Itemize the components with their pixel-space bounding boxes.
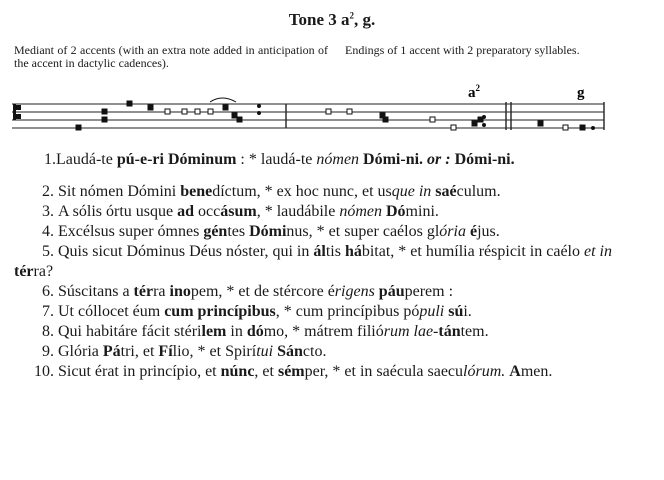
verse-text: é (469, 223, 478, 240)
mediant-note: Mediant of 2 accents (with an extra note added in anticipation of the accent in dactylic cadences). (14, 43, 328, 70)
note (208, 109, 213, 114)
staff-lines (12, 104, 604, 128)
verse-text: ino (169, 283, 191, 300)
verse-text: Laudá-te (56, 151, 117, 168)
note (232, 113, 237, 118)
verse-text: mini. (405, 203, 439, 220)
verse-text: culum. (456, 183, 501, 200)
verse-text: Dóminum (167, 151, 237, 168)
verse-text: - (433, 323, 439, 340)
dot (483, 116, 486, 119)
verse (14, 150, 654, 170)
verse-text: tér (14, 263, 34, 280)
verse-text: há (344, 243, 362, 260)
chant-staff (0, 80, 664, 140)
verse-text: princípibus (197, 303, 276, 320)
verse-text: cum (164, 303, 194, 320)
verse (14, 242, 654, 282)
ending-label-a: $a^2$ (468, 83, 480, 101)
verse-text: páu (378, 283, 405, 300)
verse-text: rum lae (383, 323, 434, 340)
verse-text: díctum, * ex hoc nunc, et us (212, 183, 392, 200)
verse-text: , * cum princípibus pó (275, 303, 420, 320)
verse-text: sém (277, 363, 305, 380)
verse-text: in (226, 323, 247, 340)
verse-text: núnc (220, 363, 255, 380)
page-title (0, 10, 664, 30)
note (102, 117, 107, 122)
verse-text: per, * et in saécula saecu (304, 363, 464, 380)
verse-text: tri, et (120, 343, 159, 360)
verse-text: Dómi-ni. (363, 151, 424, 168)
verse-text: ra (153, 283, 170, 300)
verse-text: cto. (302, 343, 327, 360)
chant-notes (76, 98, 595, 130)
note (165, 109, 170, 114)
verse-text: ál (313, 243, 326, 260)
ending-note: Endings of 1 accent with 2 preparatory syllables. (345, 43, 580, 57)
verse-text: tán (438, 323, 461, 340)
verse-number: 6. (42, 283, 54, 300)
verse-text: Sicut érat in princípio, et (58, 363, 221, 380)
verse-number: 9. (42, 343, 54, 360)
verse-text: Dómi-ni. (454, 151, 515, 168)
ending-label-g: g (577, 85, 585, 101)
verse-text: i. (463, 303, 472, 320)
verse-text: tem. (460, 323, 489, 340)
verse-text: dó (246, 323, 264, 340)
verse-text: bene (180, 183, 213, 200)
note (223, 105, 228, 110)
verse-text: lem (201, 323, 227, 340)
verse-text: et in (584, 243, 612, 260)
verse-text: Glória (58, 343, 103, 360)
note (182, 109, 187, 114)
verse-text: nómen (316, 151, 360, 168)
verse-text: Qui habitáre fácit stéri (58, 323, 202, 340)
verse-text: Sán (277, 343, 303, 360)
verse-text: occ (194, 203, 221, 220)
verse (14, 342, 654, 362)
verse-text: or : (427, 151, 451, 168)
verse-number: 2. (42, 183, 54, 200)
verse-text: Pá (102, 343, 121, 360)
verse-text: Excélsus super ómnes (58, 223, 204, 240)
psalm-verses (14, 150, 654, 382)
verse (14, 282, 654, 302)
title-suffix: , g. (354, 10, 376, 29)
verse (14, 202, 654, 222)
verse-text: , et (254, 363, 278, 380)
verse-text: puli (419, 303, 445, 320)
verse (14, 302, 654, 322)
verse-text: sú (448, 303, 464, 320)
note (76, 125, 81, 130)
dot (592, 127, 595, 130)
verse (14, 322, 654, 342)
verse-text: tér (133, 283, 154, 300)
verse-text: Quis sicut Dóminus Déus nóster, qui in (58, 243, 314, 260)
dot (258, 112, 261, 115)
dot (258, 105, 261, 108)
verse-text: que in (391, 183, 432, 200)
verse-number: 4. (42, 223, 54, 240)
note (451, 125, 456, 130)
verse-text: jus. (477, 223, 500, 240)
verse-number: 7. (42, 303, 54, 320)
verse-text: Sit nómen Dómini (58, 183, 181, 200)
verse-text: nómen (339, 203, 382, 220)
verse-text: ad (177, 203, 195, 220)
verse-text: men. (520, 363, 553, 380)
verse (14, 182, 654, 202)
verse-text: pú-e-ri (116, 151, 164, 168)
verse-text: ra? (33, 263, 54, 280)
verse-text: tui (256, 343, 274, 360)
bar-lines (286, 102, 604, 130)
verse-text: rigens (334, 283, 375, 300)
verse-text: lio, * et Spirí (172, 343, 257, 360)
verse (14, 362, 654, 382)
note (102, 109, 107, 114)
verse-number: 3. (42, 203, 54, 220)
note (383, 117, 388, 122)
slur (210, 98, 236, 102)
verse-number: 10. (34, 363, 54, 380)
verse-text: ória (439, 223, 466, 240)
verse-text: A sólis órtu usque (58, 203, 178, 220)
note (148, 105, 153, 110)
verse-text: lórum. (463, 363, 506, 380)
verse-text: mo, * mátrem filió (263, 323, 384, 340)
verse-text: nus, * et super caélos gl (286, 223, 440, 240)
note (326, 109, 331, 114)
verse-text: perem : (404, 283, 454, 300)
verse-text: Dó (385, 203, 406, 220)
verse-text: , * laudábile (256, 203, 340, 220)
verse-text: tis (325, 243, 345, 260)
dot (483, 124, 486, 127)
note (472, 121, 477, 126)
verse-text: bitat, * et humília réspicit in caélo (361, 243, 584, 260)
verse-text: Fí (158, 343, 173, 360)
note (195, 109, 200, 114)
verse-text: Dómi (249, 223, 287, 240)
verse-text: Súscitans a (58, 283, 134, 300)
verse (14, 222, 654, 242)
note (580, 125, 585, 130)
verse-text: A (509, 363, 521, 380)
verse-number: 5. (42, 243, 54, 260)
note (127, 101, 132, 106)
title-sup: 2 (349, 10, 355, 21)
note (563, 125, 568, 130)
note (347, 109, 352, 114)
verse-text: pem, * et de stércore é (190, 283, 335, 300)
verse-text: Ut cóllocet éum (58, 303, 165, 320)
verse-text: gén (203, 223, 228, 240)
verse-number: 8. (42, 323, 54, 340)
verse-number: 1. (44, 151, 56, 168)
verse-text: ásum (220, 203, 257, 220)
title-text: Tone 3 a (288, 10, 350, 29)
note (538, 121, 543, 126)
note (430, 117, 435, 122)
verse-text: saé (435, 183, 457, 200)
note (237, 117, 242, 122)
verse-text: : * laudá-te (236, 151, 317, 168)
verse-text: tes (227, 223, 250, 240)
